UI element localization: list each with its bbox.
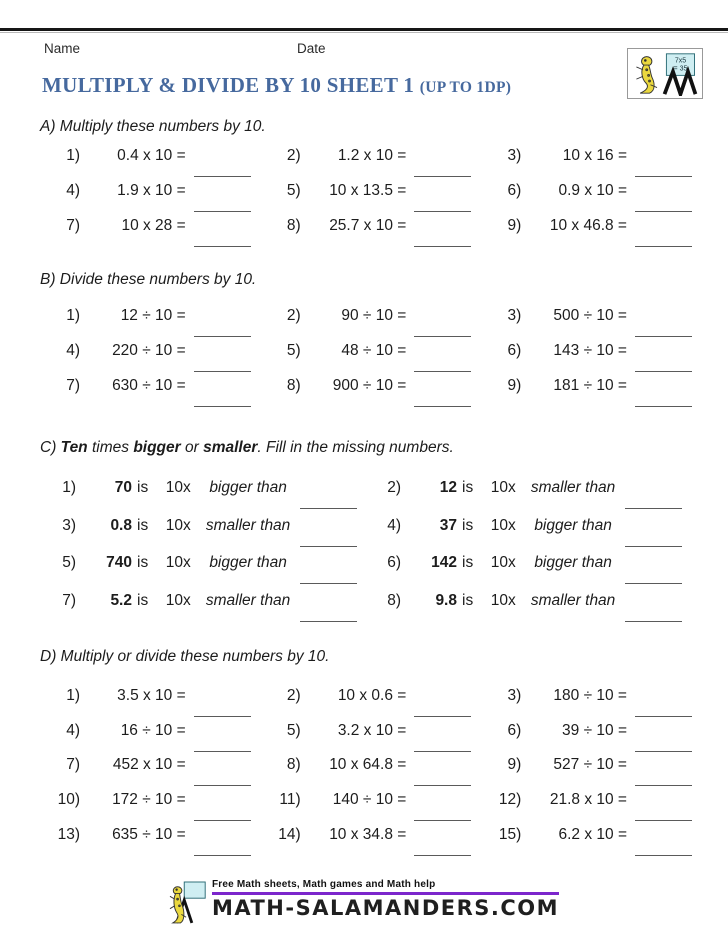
problem-number: 8): [286, 377, 301, 394]
problem-number: 3): [507, 687, 522, 704]
problem-expression: 172 ÷ 10 =: [112, 791, 186, 809]
problem-number: 8): [286, 756, 301, 774]
problem-item: [481, 789, 702, 824]
problem-number: 5): [62, 554, 76, 571]
salamander-easel-icon: [169, 879, 209, 925]
answer-blank: [194, 685, 251, 717]
footer-logo: [0, 879, 728, 925]
section-d-heading: D) Multiply or divide these numbers by 10.: [40, 648, 330, 665]
answer-blank: [635, 305, 692, 337]
problem-item: [481, 720, 702, 755]
problem-number: 4): [66, 721, 80, 739]
is-label: is: [137, 554, 149, 571]
compare-item: [40, 590, 365, 628]
section-d-problems: [40, 685, 702, 858]
problem-number: 9): [507, 377, 522, 394]
problem-number: 11): [279, 791, 301, 809]
compare-item: [365, 590, 690, 628]
problem-number: 4): [66, 182, 80, 199]
problem-item: [261, 375, 482, 410]
answer-blank: [635, 685, 692, 717]
problem-item: [481, 375, 702, 410]
problem-item: [481, 145, 702, 180]
comparison-phrase: bigger than: [209, 479, 287, 496]
problem-expression: 500 ÷ 10 =: [553, 307, 627, 324]
answer-blank: [635, 789, 692, 821]
math-salamanders-logo: [627, 48, 703, 99]
compare-value: 70: [114, 479, 132, 496]
problem-item: [40, 180, 261, 215]
problem-item: [481, 305, 702, 340]
answer-blank: [300, 477, 357, 509]
problem-item: [481, 685, 702, 720]
compare-value: 5.2: [110, 591, 132, 609]
date-label: Date: [297, 41, 326, 56]
heading-bold-bigger: bigger: [133, 439, 181, 456]
compare-value: 740: [106, 554, 132, 571]
problem-number: 1): [66, 147, 80, 164]
compare-value: 142: [431, 554, 457, 571]
problem-number: 6): [387, 554, 401, 571]
problem-expression: 180 ÷ 10 =: [553, 687, 627, 704]
problem-number: 13): [57, 825, 80, 843]
page-title-main: MULTIPLY & DIVIDE BY 10 SHEET 1: [42, 73, 420, 97]
answer-blank: [414, 145, 471, 177]
problem-item: [261, 145, 482, 180]
problem-number: 3): [507, 307, 522, 324]
answer-blank: [194, 305, 251, 337]
times-label: 10x: [165, 554, 191, 571]
problem-number: 14): [278, 825, 301, 843]
heading-text: times: [87, 439, 134, 456]
problem-number: 2): [286, 307, 301, 324]
problem-expression: 39 ÷ 10 =: [562, 721, 627, 739]
section-a-problems: [40, 145, 702, 250]
answer-blank: [625, 552, 682, 584]
problem-item: [40, 340, 261, 375]
problem-expression: 527 ÷ 10 =: [553, 756, 627, 774]
comparison-phrase: smaller than: [205, 591, 291, 609]
problem-number: 1): [62, 479, 76, 496]
answer-blank: [194, 145, 251, 177]
heading-text: . Fill in the missing numbers.: [257, 439, 454, 456]
problem-number: 5): [286, 721, 301, 739]
problem-item: [40, 215, 261, 250]
problem-expression: 10 x 0.6 =: [337, 687, 407, 704]
is-label: is: [137, 516, 149, 534]
problem-item: [261, 720, 482, 755]
problem-number: 8): [286, 217, 301, 234]
problem-number: 12): [498, 791, 522, 809]
is-label: is: [462, 479, 474, 496]
answer-blank: [635, 754, 692, 786]
heading-text: C): [40, 439, 61, 456]
problem-expression: 90 ÷ 10 =: [341, 307, 407, 324]
comparison-phrase: smaller than: [530, 591, 616, 609]
answer-blank: [414, 375, 471, 407]
board-text-line1: 7x5: [674, 57, 687, 65]
problem-expression: 10 x 46.8 =: [549, 217, 627, 234]
problem-number: 6): [507, 182, 522, 199]
problem-number: 5): [286, 342, 301, 359]
compare-value: 37: [439, 516, 457, 534]
answer-blank: [414, 180, 471, 212]
answer-blank: [194, 824, 251, 856]
answer-blank: [625, 515, 682, 547]
problem-item: [40, 824, 261, 859]
answer-blank: [300, 552, 357, 584]
problem-expression: 140 ÷ 10 =: [332, 791, 407, 809]
problem-expression: 10 x 28 =: [121, 217, 186, 234]
problem-number: 15): [498, 825, 522, 843]
problem-number: 3): [62, 516, 76, 534]
problem-expression: 3.5 x 10 =: [117, 687, 186, 704]
answer-blank: [414, 685, 471, 717]
problem-expression: 3.2 x 10 =: [337, 721, 407, 739]
problem-number: 7): [62, 591, 76, 609]
is-label: is: [462, 516, 474, 534]
compare-item: [40, 552, 365, 590]
times-label: 10x: [165, 516, 191, 534]
problem-item: [481, 340, 702, 375]
answer-blank: [635, 824, 692, 856]
answer-blank: [194, 340, 251, 372]
problem-number: 4): [66, 342, 80, 359]
comparison-phrase: bigger than: [209, 554, 287, 571]
problem-number: 2): [387, 479, 401, 496]
answer-blank: [414, 720, 471, 752]
answer-blank: [625, 477, 682, 509]
footer-text: [212, 879, 559, 920]
answer-blank: [194, 754, 251, 786]
is-label: is: [462, 591, 474, 609]
footer-tagline: Free Math sheets, Math games and Math help: [212, 879, 559, 895]
problem-expression: 220 ÷ 10 =: [112, 342, 186, 359]
page-title: [42, 73, 511, 98]
problem-expression: 452 x 10 =: [112, 756, 186, 774]
answer-blank: [300, 515, 357, 547]
times-label: 10x: [490, 479, 516, 496]
page-title-suffix: (UP TO 1DP): [419, 79, 512, 96]
comparison-phrase: smaller than: [530, 479, 616, 496]
section-c-heading: [40, 439, 454, 457]
compare-item: [40, 477, 365, 515]
problem-number: 9): [507, 756, 522, 774]
heading-text: or: [180, 439, 204, 456]
times-label: 10x: [165, 591, 191, 609]
times-label: 10x: [490, 591, 516, 609]
answer-blank: [414, 215, 471, 247]
problem-number: 8): [387, 591, 401, 609]
problem-item: [261, 789, 482, 824]
answer-blank: [635, 145, 692, 177]
times-label: 10x: [490, 516, 516, 534]
compare-value: 12: [439, 479, 457, 496]
times-label: 10x: [165, 479, 191, 496]
problem-expression: 0.4 x 10 =: [117, 147, 186, 164]
problem-number: 1): [66, 307, 80, 324]
problem-number: 5): [286, 182, 301, 199]
answer-blank: [194, 720, 251, 752]
top-divider-rule-shadow: [0, 32, 728, 33]
answer-blank: [194, 375, 251, 407]
problem-item: [261, 180, 482, 215]
problem-item: [40, 305, 261, 340]
problem-number: 4): [387, 516, 401, 534]
answer-blank: [414, 340, 471, 372]
problem-expression: 6.2 x 10 =: [558, 825, 627, 843]
problem-expression: 48 ÷ 10 =: [341, 342, 407, 359]
problem-expression: 900 ÷ 10 =: [332, 377, 407, 394]
heading-bold-smaller: smaller: [203, 439, 258, 456]
problem-number: 1): [66, 687, 80, 704]
salamander-icon: [636, 57, 657, 94]
problem-expression: 1.9 x 10 =: [117, 182, 186, 199]
answer-blank: [194, 215, 251, 247]
section-b-problems: [40, 305, 702, 410]
problem-expression: 10 x 13.5 =: [329, 182, 407, 199]
answer-blank: [414, 824, 471, 856]
problem-expression: 181 ÷ 10 =: [553, 377, 627, 394]
problem-number: 7): [66, 377, 80, 394]
answer-blank: [194, 789, 251, 821]
problem-expression: 143 ÷ 10 =: [553, 342, 627, 359]
answer-blank: [414, 754, 471, 786]
problem-expression: 10 x 16 =: [562, 147, 627, 164]
problem-number: 2): [286, 687, 301, 704]
problem-expression: 10 x 34.8 =: [329, 825, 407, 843]
problem-item: [481, 215, 702, 250]
problem-expression: 21.8 x 10 =: [549, 791, 627, 809]
problem-expression: 1.2 x 10 =: [337, 147, 407, 164]
comparison-phrase: smaller than: [205, 516, 291, 534]
answer-blank: [635, 215, 692, 247]
problem-item: [40, 685, 261, 720]
is-label: is: [137, 479, 149, 496]
is-label: is: [462, 554, 474, 571]
problem-expression: 10 x 64.8 =: [329, 756, 407, 774]
comparison-phrase: bigger than: [534, 554, 612, 571]
problem-number: 2): [286, 147, 301, 164]
board-text-line2: = 35: [673, 65, 688, 73]
problem-item: [481, 180, 702, 215]
compare-value: 9.8: [435, 591, 457, 609]
answer-blank: [625, 590, 682, 622]
compare-item: [365, 477, 690, 515]
problem-item: [261, 215, 482, 250]
problem-item: [261, 824, 482, 859]
answer-blank: [635, 340, 692, 372]
answer-blank: [635, 720, 692, 752]
problem-expression: 25.7 x 10 =: [329, 217, 407, 234]
compare-value: 0.8: [110, 516, 132, 534]
problem-item: [261, 305, 482, 340]
problem-number: 3): [507, 147, 522, 164]
compare-item: [365, 552, 690, 590]
problem-number: 9): [507, 217, 522, 234]
answer-blank: [300, 590, 357, 622]
problem-item: [40, 754, 261, 789]
problem-item: [40, 375, 261, 410]
answer-blank: [635, 180, 692, 212]
problem-number: 10): [57, 791, 80, 809]
problem-expression: 16 ÷ 10 =: [120, 721, 186, 739]
answer-blank: [194, 180, 251, 212]
section-a-heading: A) Multiply these numbers by 10.: [40, 118, 266, 135]
answer-blank: [635, 375, 692, 407]
is-label: is: [137, 591, 149, 609]
problem-item: [40, 720, 261, 755]
problem-number: 7): [66, 756, 80, 774]
comparison-phrase: bigger than: [534, 516, 612, 534]
problem-expression: 0.9 x 10 =: [558, 182, 627, 199]
problem-item: [261, 754, 482, 789]
problem-item: [261, 340, 482, 375]
salamander-easel-icon: [630, 51, 700, 96]
top-divider-rule: [0, 28, 728, 31]
problem-number: 6): [507, 342, 522, 359]
compare-item: [40, 515, 365, 553]
problem-item: [481, 754, 702, 789]
problem-item: [40, 789, 261, 824]
problem-expression: 630 ÷ 10 =: [112, 377, 186, 394]
multiplication-board-icon: [184, 882, 205, 898]
problem-item: [481, 824, 702, 859]
problem-number: 6): [507, 721, 522, 739]
problem-item: [40, 145, 261, 180]
compare-item: [365, 515, 690, 553]
problem-expression: 12 ÷ 10 =: [120, 307, 186, 324]
problem-expression: 635 ÷ 10 =: [112, 825, 186, 843]
times-label: 10x: [490, 554, 516, 571]
name-label: Name: [44, 41, 81, 56]
problem-item: [261, 685, 482, 720]
heading-bold-ten: Ten: [60, 439, 88, 456]
footer-site-name: MATH-SALAMANDERS.COM: [211, 896, 560, 920]
section-c-problems: [40, 477, 690, 627]
section-b-heading: B) Divide these numbers by 10.: [40, 271, 257, 288]
problem-number: 7): [66, 217, 80, 234]
answer-blank: [414, 305, 471, 337]
answer-blank: [414, 789, 471, 821]
